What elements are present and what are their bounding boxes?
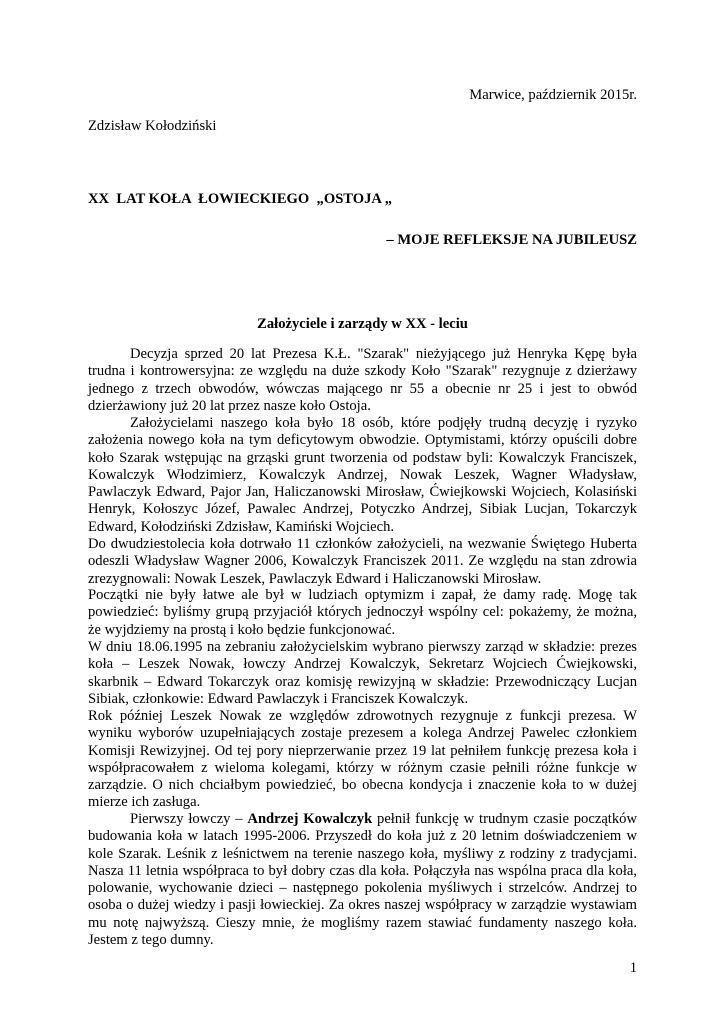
paragraph-decision: Decyzja sprzed 20 lat Prezesa K.Ł. "Szarak" nieżyjącego już Henryka Kępę była trudna i kontrowersyjna: ze względu na duże szkody Koło "Szarak" rezygnuje z dzierżawy jednego z trzech obwodów, wówczas mającego nr 55 a obecnie nr 25 i jest to obwód dzierżawiony już 20 lat przez nasze koło Ostoja. — [88, 346, 637, 414]
document-title-line1: XX LAT KOŁA ŁOWIECKIEGO „OSTOJA „ — [88, 191, 393, 207]
paragraph-twentieth-anniversary: Do dwudziestolecia koła dotrwało 11 członków założycieli, na wezwanie Świętego Huberta odeszli Władysław Wagner 2006, Kowalczyk Franciszek 2011. Ze względu na stan zdrowia zrezygnowali: Nowak Leszek, Pawlaczyk Edward i Haliczanowski Mirosław. — [88, 536, 637, 587]
paragraph-founders: Założycielami naszego koła było 18 osób, które podjęły trudną decyzję i ryzyko założenia nowego koła na tym deficytowym obwodzie. Optymistami, którzy opuścili dobre koło Szarak wstępując na grząski grunt tworzenia od podstaw byli: Kowalczyk Franciszek, Kowalczyk Włodzimierz, Kowalczyk Andrzej, Nowak Leszek, Wagner Władysław, Pawlaczyk Edward, Pajor Jan, Haliczanowski Mirosław, Ćwiejkowski Wojciech, Kolasiński Henryk, Kołoszyc Józef, Pawalec Andrzej, Potyczko Andrzej, Sibiak Lucjan, Tokarczyk Edward, Kołodziński Zdzisław, Kamiński Wojciech. — [88, 415, 637, 535]
highlighted-name: Andrzej Kowalczyk — [247, 811, 373, 827]
paragraph-body-text: pełnił funkcję w trudnym czasie początków budowania koła w latach 1995-2006. Przyszedł do koła już z 20 letnim doświadczeniem w kole Szarak. Leśnik z leśnictwem na terenie naszego koła, myśliwy z rodziny z tradycjami. Nasza 11 letnia współpraca to był dobry czas dla koła. Połączyła nas wspólna praca dla koła, polowanie, wychowanie dzieci – następnego pokolenia myśliwych i strzelców. Andrzej to osoba o dużej wiedzy i pasji łowieckiej. Za okres naszej współpracy w zarządzie wystawiam mu notę najwyższą. Cieszy mnie, że mogliśmy razem stawiać fundamenty naszego koła. Jestem z tego dumny. — [88, 811, 637, 948]
paragraph-intro-text: Pierwszy łowczy – — [130, 811, 248, 827]
section-heading: Założyciele i zarządy w XX - leciu — [257, 316, 468, 332]
paragraph-first-hunting-master — [88, 811, 637, 949]
document-title-line2: – MOJE REFLEKSJE NA JUBILEUSZ — [386, 232, 637, 248]
page-number: 1 — [629, 960, 637, 976]
place-date: Marwice, październik 2015r. — [469, 87, 637, 103]
paragraph-presidency: Rok później Leszek Nowak ze względów zdrowotnych rezygnuje z funkcji prezesa. W wyniku wyborów uzupełniających zostaje prezesem a kolega Andrzej Pawelec członkiem Komisji Rewizyjnej. Od tej pory nieprzerwanie przez 19 lat pełniłem funkcję prezesa koła i współpracowałem z wieloma kolegami, którzy w różnym czasie pełnili różne funkcje w zarządzie. O nich chciałbym powiedzieć, bo obecna kondycja i znaczenie koła to w dużej mierze ich zasługa. — [88, 708, 637, 811]
author-name: Zdzisław Kołodziński — [88, 118, 217, 134]
paragraph-first-board: W dniu 18.06.1995 na zebraniu założycielskim wybrano pierwszy zarząd w składzie: prezes koła – Leszek Nowak, łowczy Andrzej Kowalczyk, Sekretarz Wojciech Ćwiejkowski, skarbnik – Edward Tokarczyk oraz komisję rewizyjną w składzie: Przewodniczący Lucjan Sibiak, członkowie: Edward Pawlaczyk i Franciszek Kowalczyk. — [88, 639, 637, 707]
paragraph-beginnings: Początki nie były łatwe ale był w ludziach optymizm i zapał, że damy radę. Mogę tak powiedzieć: byliśmy grupą przyjaciół których jednoczył wspólny cel: pokażemy, że można, że wyjdziemy na prostą i koło będzie funkcjonować. — [88, 587, 637, 638]
